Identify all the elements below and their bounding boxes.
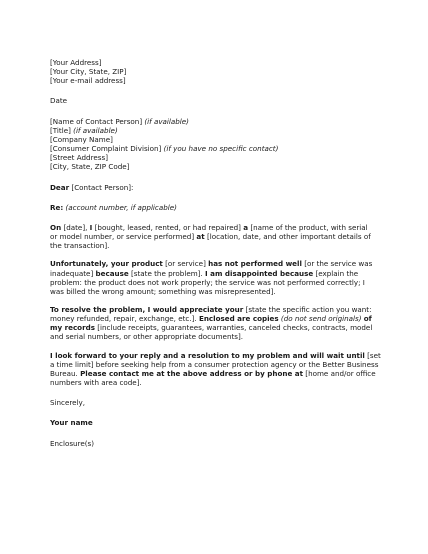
enclosure-note: Enclosure(s) xyxy=(50,438,95,448)
recipient-city-state-zip: [City, State, ZIP Code] xyxy=(50,162,130,172)
paragraph-resolution: To resolve the problem, I would appreciate your [state the specific action you want: money refunded, repair, exchange, etc.]. Enclosed are copies (do not send originals) of my records [include receipts, guarantees, warranties, canceled checks, contracts, model and serial numbers, or other appropriate documents]. xyxy=(50,304,373,342)
reference-line: Re: (account number, if applicable) xyxy=(50,202,177,212)
recipient-title: [Title] (if available) xyxy=(50,125,118,135)
recipient-street: [Street Address] xyxy=(50,153,108,163)
paragraph-follow-up: I look forward to your reply and a resolution to my problem and will wait until [set a time limit] before seeking help from a consumer protection agency or the Better Business Bureau. Please contact me at the above address or by phone at [home and/or office numbers with area code]. xyxy=(50,350,381,388)
closing: Sincerely, xyxy=(50,398,86,408)
paragraph-problem: Unfortunately, your product [or service] has not performed well [or the service was inadequate] because [state the problem]. I am disappointed because [explain the problem: the product does not work properly; the service was not performed correctly; I was billed the wrong amount; something was misrepresented]. xyxy=(50,259,373,296)
recipient-address-block xyxy=(50,117,386,172)
recipient-company: [Company Name] xyxy=(50,134,113,144)
letter-date: Date xyxy=(50,96,68,106)
recipient-contact-name: [Name of Contact Person] (if available) xyxy=(50,116,189,126)
signature-name: Your name xyxy=(50,418,93,428)
recipient-division: [Consumer Complaint Division] (if you have no specific contact) xyxy=(50,144,279,154)
sender-address-block xyxy=(50,58,386,85)
salutation: Dear [Contact Person]: xyxy=(50,182,134,192)
sender-address: [Your Address] xyxy=(50,58,102,67)
letter-page xyxy=(50,58,386,448)
sender-city-state-zip: [Your City, State, ZIP] xyxy=(50,67,127,77)
paragraph-purchase: On [date], I [bought, leased, rented, or had repaired] a [name of the product, with serial or model number, or service performed] at [location, date, and other important details of the transaction]. xyxy=(50,222,371,251)
sender-email: [Your e-mail address] xyxy=(50,76,126,86)
